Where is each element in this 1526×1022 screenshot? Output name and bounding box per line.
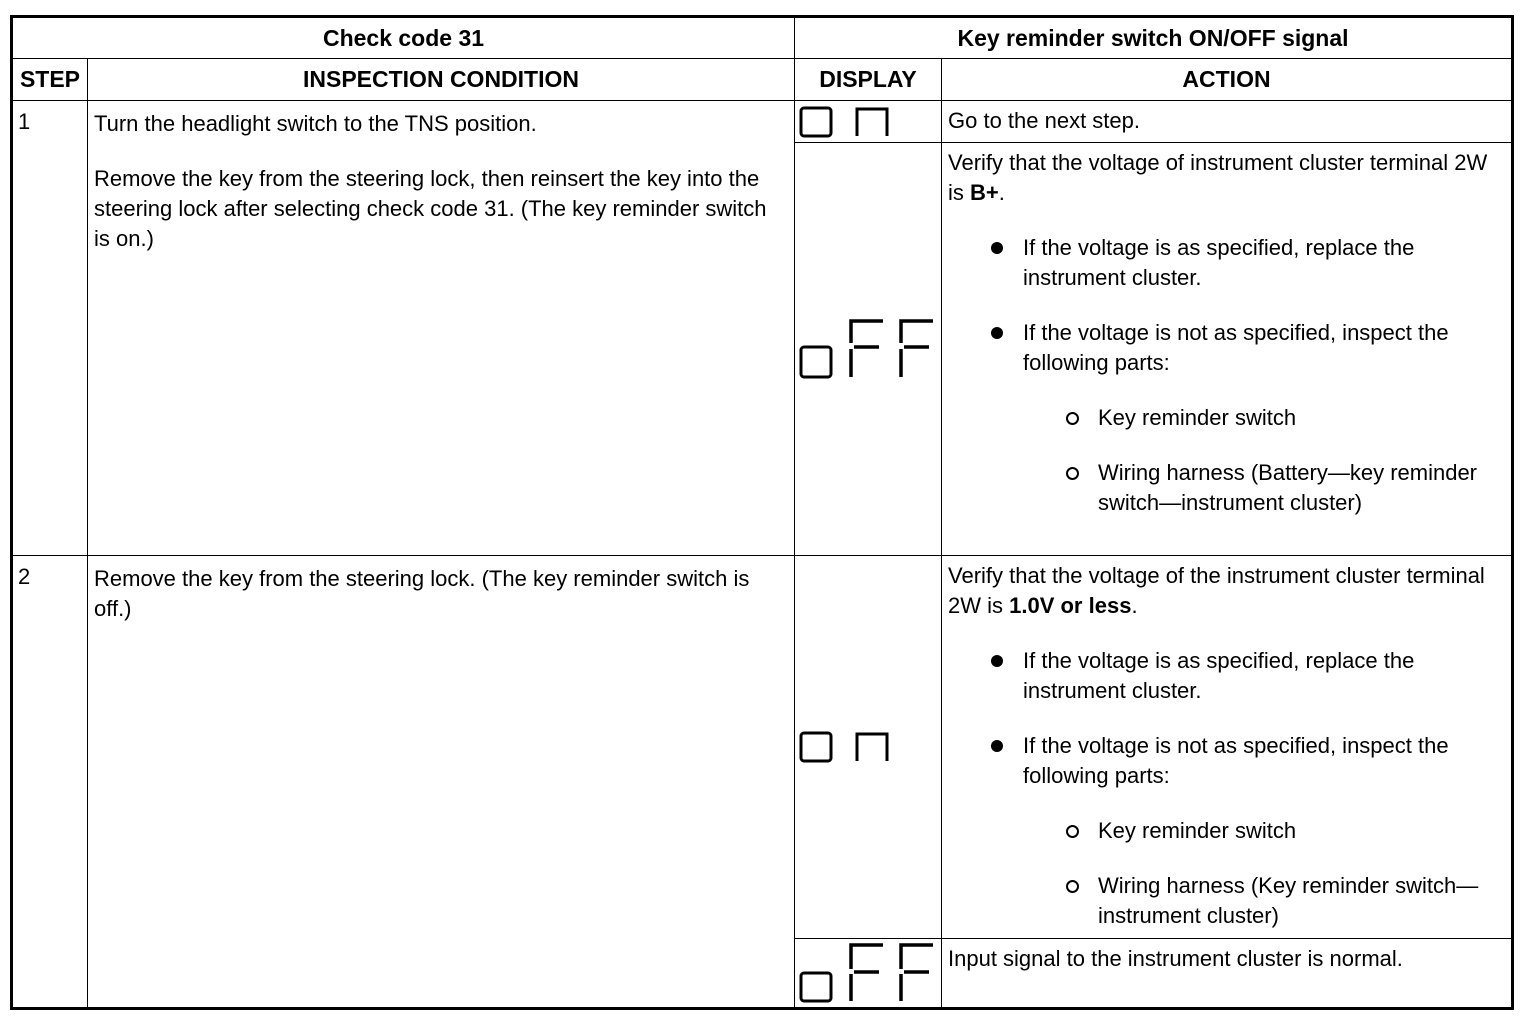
check-code-title: Check code 31	[12, 17, 795, 59]
action-text: Go to the next step.	[948, 108, 1141, 133]
sub-bullet-item: Key reminder switch	[948, 816, 1505, 846]
action-cell	[942, 556, 1513, 939]
bullet-dot-icon	[991, 327, 1003, 339]
bullet-circle-icon	[1066, 880, 1079, 893]
table-row	[12, 101, 1513, 143]
display-off-icon	[799, 317, 939, 381]
sub-bullet-item: Key reminder switch	[948, 403, 1505, 433]
bullet-dot-icon	[991, 655, 1003, 667]
col-header-condition: INSPECTION CONDITION	[88, 59, 795, 101]
signal-title: Key reminder switch ON/OFF signal	[795, 17, 1513, 59]
check-code-table	[10, 15, 1514, 1010]
action-text: Verify that the voltage of the instrument cluster terminal 2W is 1.0V or less.	[948, 563, 1485, 618]
bullet-circle-icon	[1066, 825, 1079, 838]
display-off-icon	[799, 941, 939, 1005]
step-number: 1	[12, 101, 88, 556]
display-cell	[795, 143, 942, 556]
col-header-step: STEP	[12, 59, 88, 101]
inspection-condition	[88, 556, 795, 1009]
action-text: Input signal to the instrument cluster is normal.	[948, 946, 1403, 971]
bullet-circle-icon	[1066, 467, 1079, 480]
display-on-icon	[799, 730, 899, 764]
step-number: 2	[12, 556, 88, 1009]
bullet-dot-icon	[991, 242, 1003, 254]
table-row	[12, 556, 1513, 939]
action-cell	[942, 101, 1513, 143]
action-cell	[942, 939, 1513, 1009]
col-header-action: ACTION	[942, 59, 1513, 101]
condition-text: Remove the key from the steering lock. (The key reminder switch is off.)	[94, 566, 750, 621]
display-cell	[795, 556, 942, 939]
condition-text: Turn the headlight switch to the TNS position.	[94, 111, 537, 136]
action-text: Verify that the voltage of instrument cluster terminal 2W is B+.	[948, 150, 1488, 205]
col-header-display: DISPLAY	[795, 59, 942, 101]
bullet-dot-icon	[991, 740, 1003, 752]
display-on-icon	[799, 105, 899, 139]
action-cell	[942, 143, 1513, 556]
bullet-circle-icon	[1066, 412, 1079, 425]
bullet-item: If the voltage is not as specified, inspect the following parts:	[948, 318, 1505, 378]
display-cell	[795, 939, 942, 1009]
sub-bullet-item: Wiring harness (Key reminder switch—instrument cluster)	[948, 871, 1505, 931]
sub-bullet-item: Wiring harness (Battery—key reminder switch—instrument cluster)	[948, 458, 1505, 518]
condition-text: Remove the key from the steering lock, then reinsert the key into the steering lock after selecting check code 31. (The key reminder switch is on.)	[94, 166, 767, 251]
bullet-item: If the voltage is as specified, replace the instrument cluster.	[948, 233, 1505, 293]
inspection-condition	[88, 101, 795, 556]
bullet-item: If the voltage is not as specified, inspect the following parts:	[948, 731, 1505, 791]
display-cell	[795, 101, 942, 143]
bullet-item: If the voltage is as specified, replace the instrument cluster.	[948, 646, 1505, 706]
